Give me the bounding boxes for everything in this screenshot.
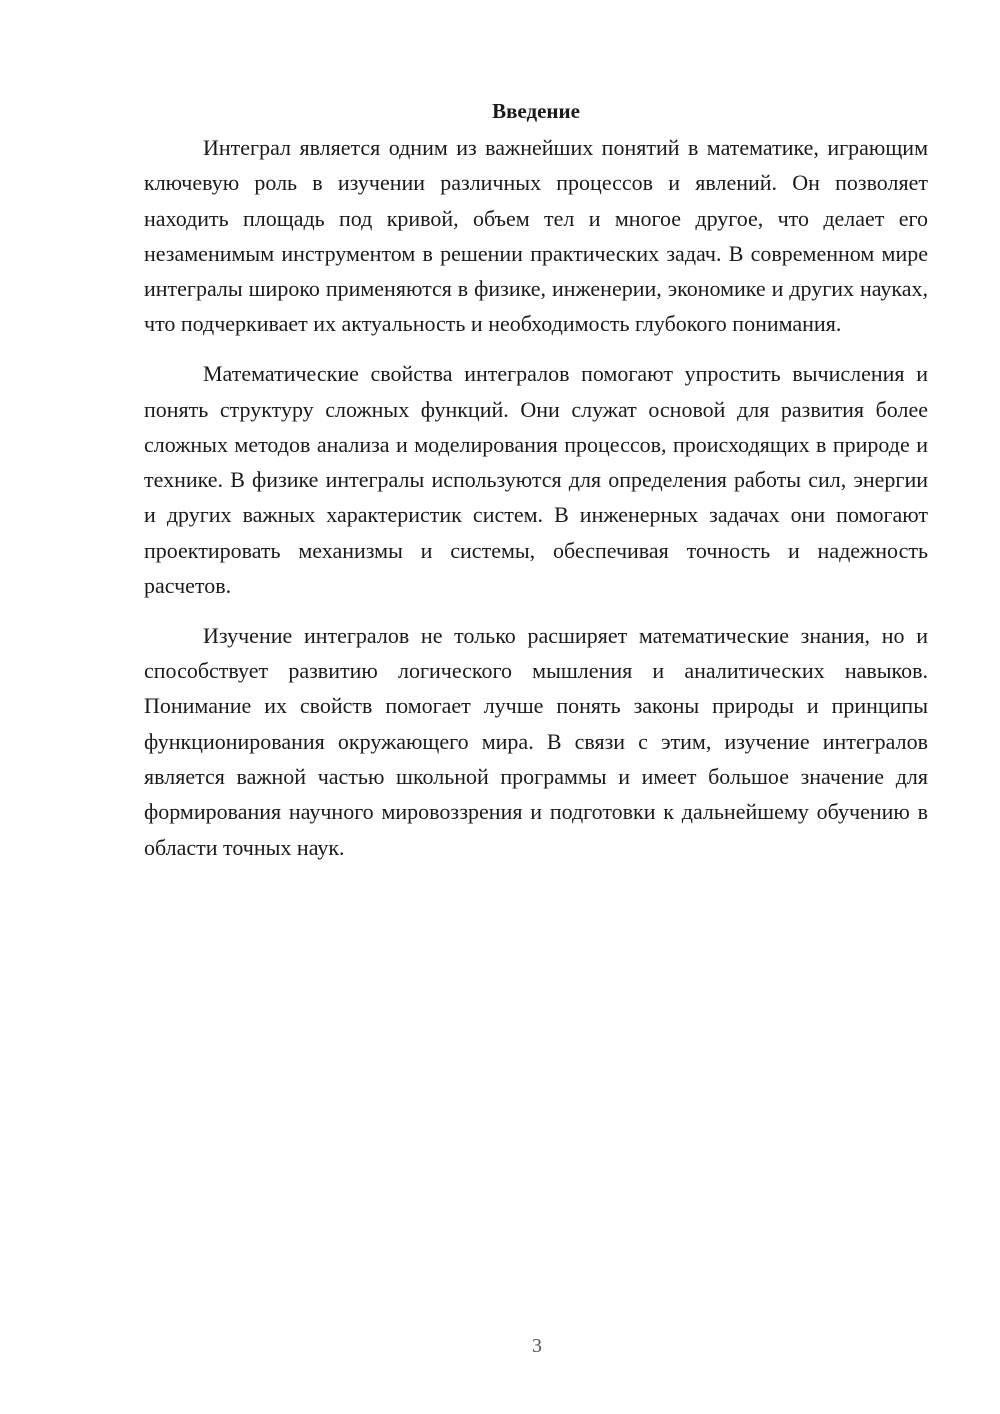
paragraph-3: Изучение интегралов не только расширяет математические знания, но и способствует развитию логического мышления и аналитических навыков. Понимание их свойств помогает лучше понять законы природы и принципы функционирования окружающего мира. В связи с этим, изучение интегралов является важной частью школьной программы и имеет большое значение для формирования научного мировоззрения и подготовки к дальнейшему обучению в области точных наук.	[144, 622, 928, 860]
page-number: 3	[532, 1335, 542, 1357]
section-title: Введение	[492, 99, 580, 123]
paragraph-2: Математические свойства интегралов помогают упростить вычисления и понять структуру сложных функций. Они служат основой для развития более сложных методов анализа и моделирования процессов, происходящих в природе и технике. В физике интегралы используются для определения работы сил, энергии и других важных характеристик систем. В инженерных задачах они помогают проектировать механизмы и системы, обеспечивая точность и надежность расчетов.	[144, 361, 928, 599]
paragraph-1: Интеграл является одним из важнейших понятий в математике, играющим ключевую роль в изучении различных процессов и явлений. Он позволяет находить площадь под кривой, объем тел и многое другое, что делает его незаменимым инструментом в решении практических задач. В современном мире интегралы широко применяются в физике, инженерии, экономике и других науках, что подчеркивает их актуальность и необходимость глубокого понимания.	[144, 135, 928, 337]
page-content	[144, 94, 928, 865]
